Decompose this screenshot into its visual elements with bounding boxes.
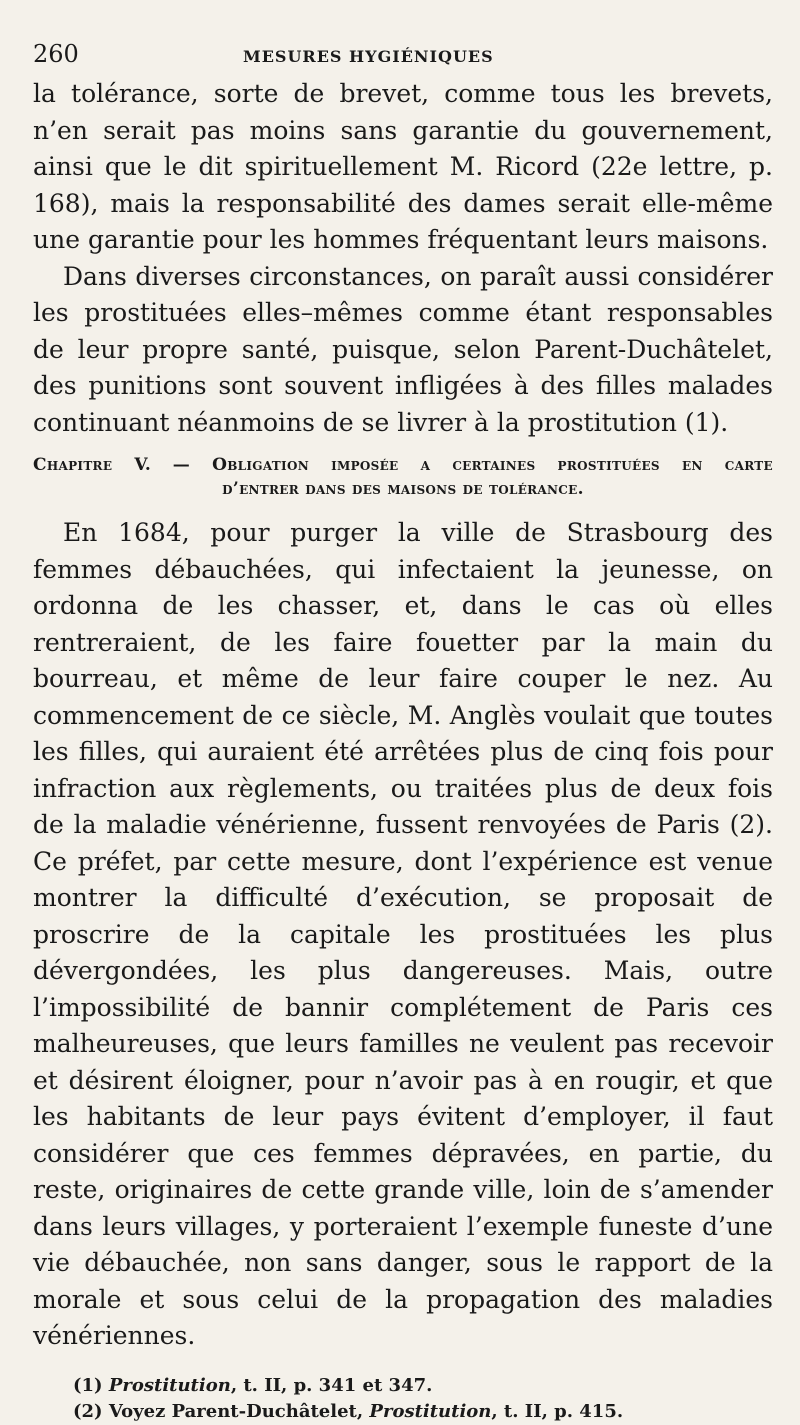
page-number: 260 bbox=[33, 40, 79, 68]
chapter-heading bbox=[33, 453, 773, 501]
footnote-2: (2) Voyez Parent-Duchâtelet, Prostitution, t. II, p. 415. bbox=[73, 1400, 624, 1422]
footnote-1: (1) Prostitution, t. II, p. 341 et 347. bbox=[73, 1374, 433, 1396]
paragraph-circonstances: Dans diverses circonstances, on paraît aussi considérer les prostituées elles–mêmes comme étant responsables de leur propre santé, puisque, selon Parent-Duchâtelet, des punitions sont souvent infligées à des filles malades continuant néanmoins de se livrer à la prostitution (1). bbox=[33, 261, 773, 437]
chapter-title-line2: d’entrer dans des maisons de tolérance. bbox=[222, 479, 584, 499]
chapter-title-line1: — Obligation imposée a certaines prostituées en carte bbox=[172, 455, 773, 475]
paragraph-strasbourg: En 1684, pour purger la ville de Strasbourg des femmes débauchées, qui infectaient la jeunesse, on ordonna de les chasser, et, dans le cas où elles rentreraient, de les faire fouetter par la main du bourreau, et même de leur faire couper le nez. Au commencement de ce siècle, M. Anglès voulait que toutes les filles, qui auraient été arrêtées plus de cinq fois pour infraction aux règlements, ou traitées plus de deux fois de la maladie vénérienne, fussent renvoyées de Paris (2). Ce préfet, par cette mesure, dont l’expérience est venue montrer la difficulté d’exécution, se proposait de proscrire de la capitale les prostituées les plus dévergondées, les plus dangereuses. Mais, outre l’impossibilité de bannir complétement de Paris ces malheureuses, que leurs familles ne veulent pas recevoir et désirent éloigner, pour n’avoir pas à en rougir, et que les habitants de leur pays évitent d’employer, il faut considérer que ces femmes dépravées, en partie, du reste, originaires de cette grande ville, loin de s’amender dans leurs villages, y porteraient l’exemple funeste d’une vie débauchée, non sans danger, sous le rapport de la morale et sous celui de la propagation des maladies vénériennes. bbox=[33, 518, 773, 1350]
running-title: MESURES HYGIÉNIQUES bbox=[243, 47, 494, 66]
footnotes bbox=[33, 1373, 773, 1425]
paragraph-continuation: la tolérance, sorte de brevet, comme tous les brevets, n’en serait pas moins sans garantie du gouvernement, ainsi que le dit spirituellement M. Ricord (22e lettre, p. 168), mais la responsabilité des dames serait elle-même une garantie pour les hommes fréquentant leurs maisons. bbox=[33, 79, 773, 254]
running-head bbox=[33, 40, 773, 76]
book-page bbox=[33, 40, 773, 1425]
chapter-label: Chapitre V. bbox=[33, 455, 152, 475]
